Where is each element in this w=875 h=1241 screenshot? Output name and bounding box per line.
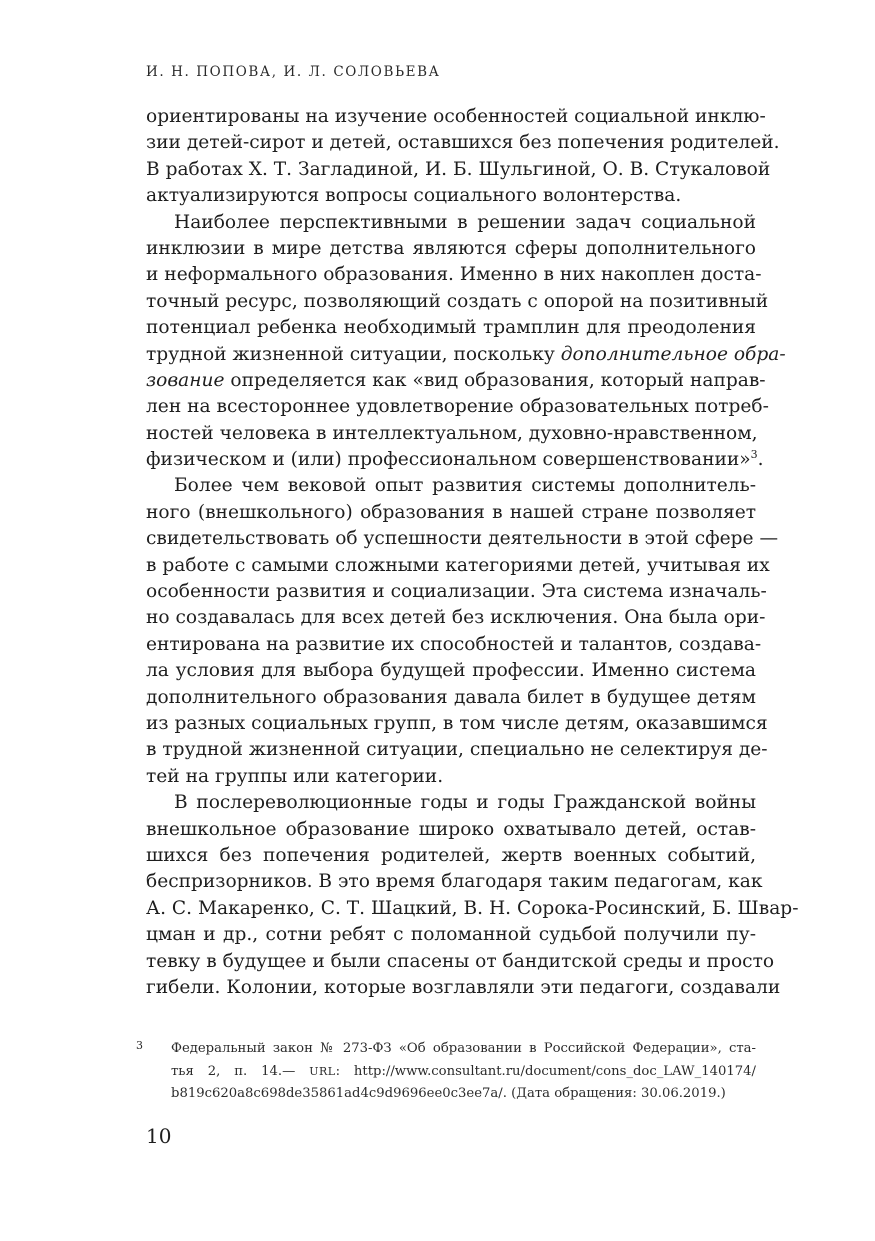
footnote-line[interactable]: b819c620a8c698de35861ad4c9d9696ee0c3ee7a/. (Дата обращения: 30.06.2019.)	[171, 1086, 726, 1101]
italic-term: дополнительное обра-	[560, 343, 786, 365]
text-line: потенциал ребенка необходимый трамплин для преодоления	[146, 317, 756, 339]
text-line: инклюзии в мире детства являются сферы дополнительного	[146, 237, 756, 259]
text-line: и неформального образования. Именно в них накоплен доста-	[146, 264, 762, 286]
text-line: зии детей-сирот и детей, оставшихся без попечения родителей.	[146, 132, 780, 154]
paragraph-4	[146, 790, 799, 1001]
text-line: особенности развития и социализации. Эта система изначаль-	[146, 581, 767, 603]
text-line: лен на всестороннее удовлетворение образовательных потреб-	[146, 396, 769, 418]
text-line: из разных социальных групп, в том числе детям, оказавшимся	[146, 712, 768, 734]
url-label: URL	[309, 1064, 336, 1078]
page-number: 10	[146, 1124, 172, 1148]
text-line: дополнительного образования давала билет в будущее детям	[146, 686, 756, 708]
text-line: Наиболее перспективными в решении задач социальной	[174, 211, 756, 233]
text-line: ентирована на развитие их способностей и талантов, создава-	[146, 633, 762, 655]
body-text	[146, 104, 799, 1001]
footnote-reference[interactable]: 3	[750, 448, 758, 462]
text-line: внешкольное образование широко охватывало детей, остав-	[146, 818, 756, 840]
text-line: но создавалась для всех детей без исключения. Она была ори-	[146, 607, 766, 629]
text-line: В послереволюционные годы и годы Гражданской войны	[174, 792, 756, 814]
text-line: свидетельствовать об успешности деятельности в этой сфере —	[146, 528, 779, 550]
paragraph-1	[146, 104, 780, 210]
text-line: ла условия для выбора будущей профессии. Именно система	[146, 660, 756, 682]
text-line: ориентированы на изучение особенностей социальной инклю-	[146, 106, 766, 127]
text-run: определяется как «вид образования, который направ-	[224, 369, 766, 391]
footnote-url-link[interactable]: : http://www.consultant.ru/document/cons_doc_LAW_140174/	[335, 1063, 756, 1079]
text-run: трудной жизненной ситуации, поскольку	[146, 343, 561, 365]
text-line: тевку в будущее и были спасены от бандитской среды и просто	[146, 950, 775, 972]
text-line	[146, 342, 786, 368]
paragraph-2	[146, 210, 786, 474]
text-line: в работе с самыми сложными категориями детей, учитывая их	[146, 554, 770, 576]
text-run: .	[757, 449, 764, 471]
italic-term: зование	[146, 369, 225, 391]
paragraph-3	[146, 473, 779, 790]
text-line: точный ресурс, позволяющий создать с опорой на позитивный	[146, 290, 769, 312]
text-line: ного (внешкольного) образования в нашей стране позволяет	[146, 501, 756, 523]
footnote	[136, 1038, 756, 1106]
text-run: тья 2, п. 14.—	[171, 1063, 310, 1079]
text-line	[146, 368, 766, 394]
footnote-line: Федеральный закон № 273-ФЗ «Об образовании в Российской Федерации», ста-	[171, 1041, 756, 1056]
text-line: цман и др., сотни ребят с поломанной судьбой получили пу-	[146, 924, 756, 946]
text-line: в трудной жизненной ситуации, специально не селектируя де-	[146, 739, 768, 761]
running-head: И. Н. ПОПОВА, И. Л. СОЛОВЬЕВА	[146, 64, 441, 80]
footnote-mark: 3	[136, 1039, 143, 1052]
text-run: физическом и (или) профессиональном совершенствовании»	[146, 449, 751, 471]
text-line: тей на группы или категории.	[146, 765, 444, 787]
text-line: шихся без попечения родителей, жертв военных событий,	[146, 844, 756, 866]
footnote-line	[171, 1061, 756, 1084]
text-line: В работах Х. Т. Загладиной, И. Б. Шульгиной, О. В. Стукаловой	[146, 158, 771, 180]
text-line: ностей человека в интеллектуальном, духовно-нравственном,	[146, 422, 758, 444]
text-line: Более чем вековой опыт развития системы дополнитель-	[174, 475, 756, 497]
text-line	[146, 447, 764, 473]
text-line: гибели. Колонии, которые возглавляли эти педагоги, создавали	[146, 976, 781, 998]
text-line: актуализируются вопросы социального волонтерства.	[146, 185, 682, 207]
text-line: беспризорников. В это время благодаря таким педагогам, как	[146, 871, 763, 893]
footnote-body	[146, 1038, 756, 1106]
text-line: А. С. Макаренко, С. Т. Шацкий, В. Н. Сорока-Росинский, Б. Швар-	[146, 897, 799, 919]
